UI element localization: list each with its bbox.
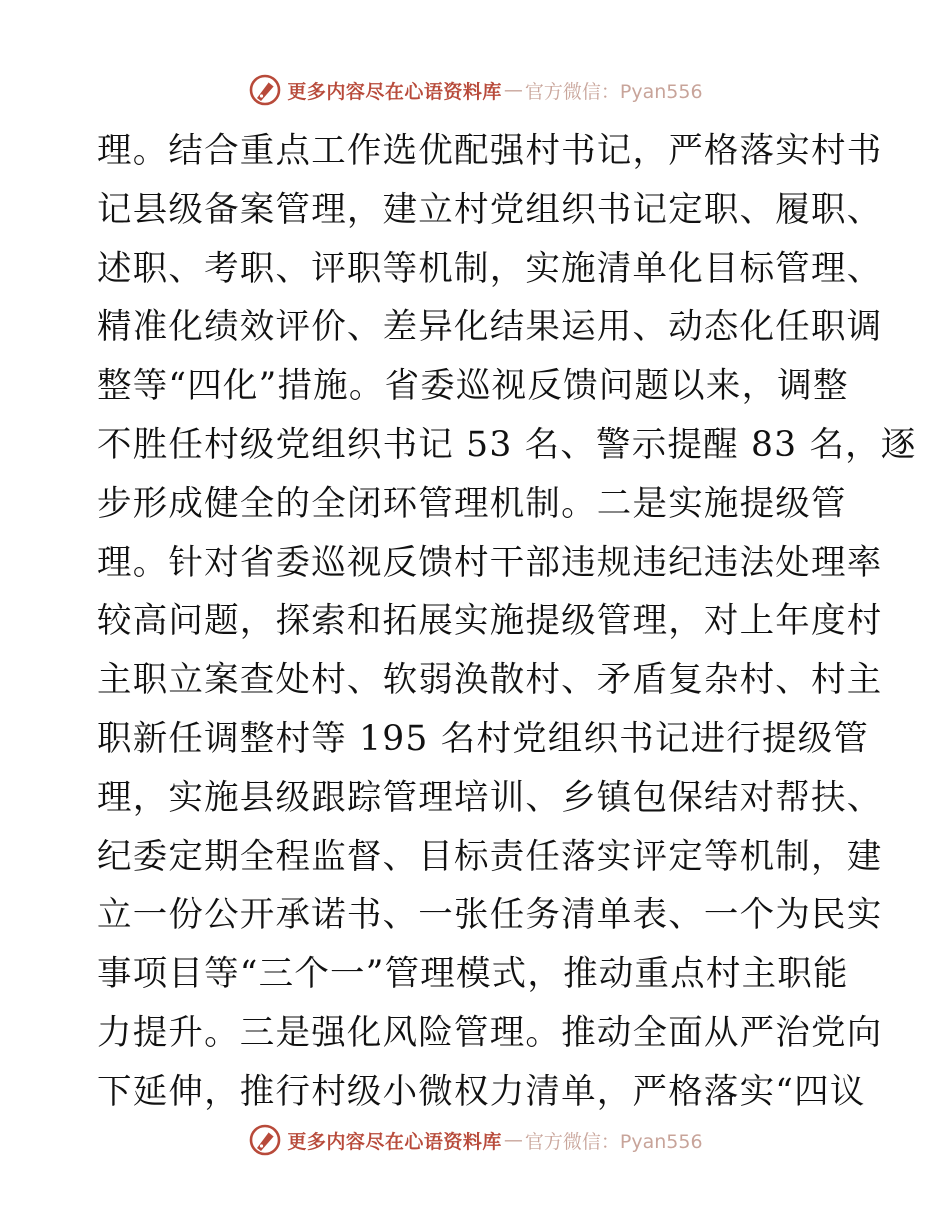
body-line: 主职立案查处村、软弱涣散村、矛盾复杂村、村主 [97, 660, 883, 701]
body-line: 纪委定期全程监督、目标责任落实评定等机制，建 [97, 836, 883, 877]
body-line: 精准化绩效评价、差异化结果运用、动态化任职调 [97, 307, 883, 348]
body-line: 力提升。三是强化风险管理。推动全面从严治党向 [97, 1012, 883, 1053]
body-line: 较高问题，探索和拓展实施提级管理，对上年度村 [97, 601, 883, 642]
body-line: 整等“四化”措施。省委巡视反馈问题以来，调整 [97, 366, 849, 407]
body-line: 职新任调整村等 195 名村党组织书记进行提级管 [97, 718, 870, 759]
watermark-wechat-text: 官方微信：Pyan556 [524, 80, 703, 103]
body-line: 理。针对省委巡视反馈村干部违规违纪违法处理率 [97, 542, 883, 583]
body-line: 下延伸，推行村级小微权力清单，严格落实“四议 [97, 1071, 866, 1112]
watermark-wechat-text: 官方微信：Pyan556 [524, 1130, 703, 1153]
watermark-dash: — [503, 79, 523, 101]
pen-nib-logo-icon [247, 1122, 283, 1158]
body-line: 事项目等“三个一”管理模式，推动重点村主职能 [97, 954, 849, 995]
body-line: 不胜任村级党组织书记 53 名、警示提醒 83 名，逐 [97, 424, 917, 465]
watermark-main-text: 更多内容尽在心语资料库 [287, 1130, 502, 1153]
body-line: 理。结合重点工作选优配强村书记，严格落实村书 [97, 131, 883, 171]
body-line: 述职、考职、评职等机制，实施清单化目标管理、 [97, 248, 883, 289]
pen-nib-logo-icon [247, 72, 283, 108]
footer-watermark-banner [0, 1120, 950, 1160]
body-line: 理，实施县级跟踪管理培训、乡镇包保结对帮扶、 [97, 777, 883, 818]
header-watermark-banner [0, 70, 950, 110]
body-line: 步形成健全的全闭环管理机制。二是实施提级管 [97, 483, 847, 524]
watermark-main-text: 更多内容尽在心语资料库 [287, 80, 502, 103]
body-line: 立一份公开承诺书、一张任务清单表、一个为民实 [97, 895, 883, 936]
watermark-dash: — [503, 1129, 523, 1151]
document-body [97, 122, 917, 1122]
body-line: 记县级备案管理，建立村党组织书记定职、履职、 [97, 189, 883, 230]
